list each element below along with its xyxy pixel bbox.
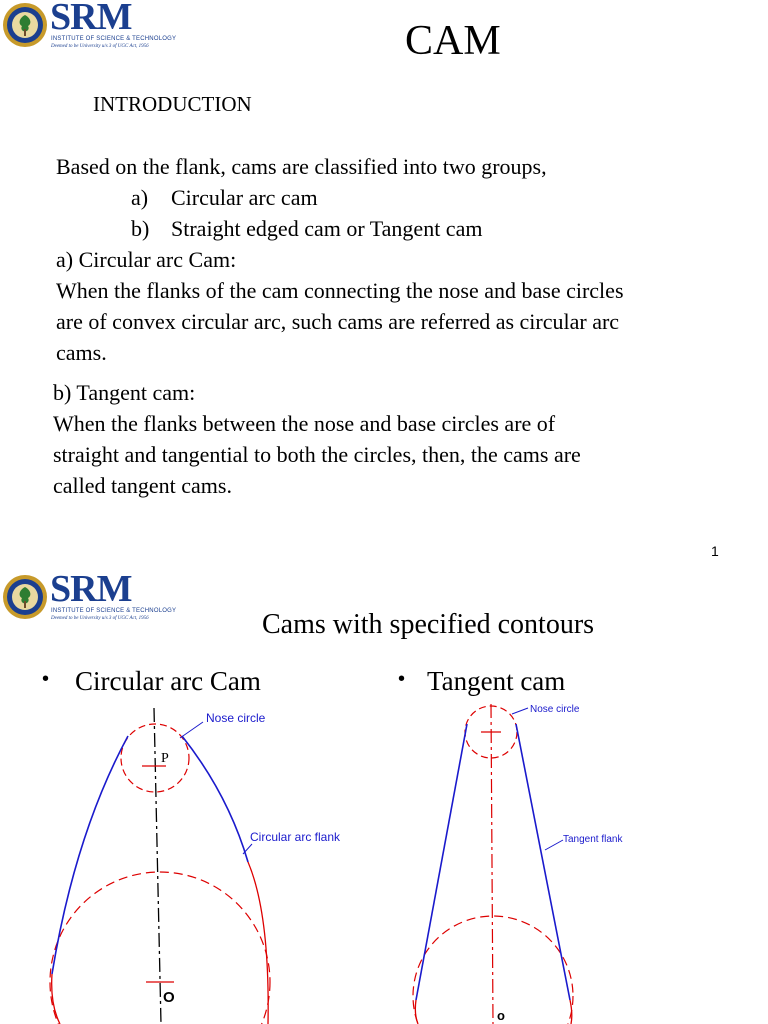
nose-circle-label: Nose circle [530,704,580,715]
group-marker-b: b) [131,216,150,241]
logo-wordmark: SRM [50,0,132,38]
center-line [154,708,161,1024]
bullet-tangent: Tangent cam [427,666,566,696]
point-o-label: o [497,1008,505,1023]
slide-title: Cams with specified contours [262,609,595,640]
logo-emblem-icon [2,574,48,620]
tangent-cam-diagram [380,704,768,1024]
right-tangent-flank [516,724,570,1000]
section-b-line: called tangent cams. [53,473,232,498]
group-item-a: Circular arc cam [171,185,318,210]
intro-heading: INTRODUCTION [93,92,252,116]
slide-title: CAM [405,18,501,64]
base-outline-left [415,1000,418,1024]
section-b-line: straight and tangential to both the circles, then, the cams are [53,442,581,467]
group-marker-a: a) [131,185,149,210]
left-tangent-flank [416,724,467,1000]
point-o-label: O [163,989,175,1006]
srm-logo [2,0,177,50]
logo-subtitle: INSTITUTE OF SCIENCE & TECHNOLOGY [51,36,177,42]
lead-text: Based on the flank, cams are classified into two groups, [56,154,547,179]
section-b-heading: b) Tangent cam: [53,380,196,405]
nose-circle-label: Nose circle [206,711,266,725]
section-a-line: are of convex circular arc, such cams are referred as circular arc [56,309,620,334]
point-p-label: P [161,751,169,766]
nose-leader [512,708,528,714]
group-item-b: Straight edged cam or Tangent cam [171,216,483,241]
circular-arc-cam-diagram [0,704,380,1024]
flank-leader [545,840,563,850]
bullet-circular-arc: Circular arc Cam [75,666,261,696]
bullet-icon: • [398,668,406,690]
base-outline-right [248,862,268,1024]
logo-tagline: Deemed to be University u/s 3 of UGC Act, 1956 [51,616,149,621]
slide-2 [0,566,768,1024]
page-number: 1 [711,543,719,559]
section-b-line: When the flanks between the nose and base circles are of [53,411,556,436]
logo-tagline: Deemed to be University u/s 3 of UGC Act, 1956 [51,44,149,49]
logo-wordmark: SRM [50,568,132,610]
logo-subtitle: INSTITUTE OF SCIENCE & TECHNOLOGY [51,608,177,614]
section-a-line: cams. [56,340,107,365]
srm-logo [2,568,177,622]
right-arc-flank [182,736,248,862]
left-arc-flank [52,736,128,974]
bullet-icon: • [42,668,50,690]
section-a-heading: a) Circular arc Cam: [56,247,237,272]
flank-label: Tangent flank [563,834,623,845]
logo-emblem-icon [2,2,48,48]
center-line [491,704,493,1024]
nose-leader [180,722,203,738]
flank-label: Circular arc flank [250,830,341,844]
section-a-line: When the flanks of the cam connecting the nose and base circles [56,278,624,303]
